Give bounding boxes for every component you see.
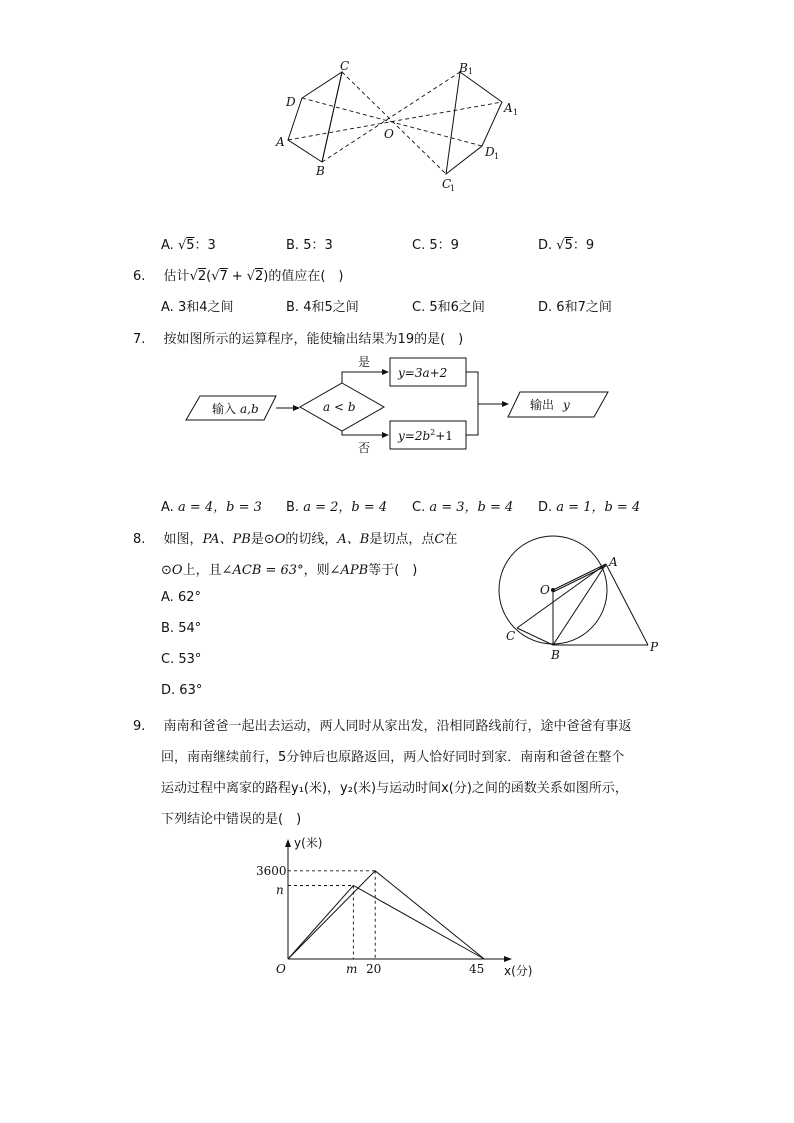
yes-label: 是 [358, 355, 371, 369]
arrowhead-icon [382, 369, 389, 375]
label-o: O [384, 127, 394, 141]
q6-option-c[interactable] [412, 296, 485, 315]
q9-line2: 回，南南继续前行，5分钟后也原路返回，两人恰好同时到家．南南和爸爸在整个 [161, 750, 625, 765]
stem-math: C [434, 532, 445, 547]
option-rest: ：9 [572, 238, 595, 253]
option-text: 53° [178, 652, 202, 667]
q6-option-a[interactable] [161, 296, 233, 315]
option-letter: D. [538, 500, 553, 515]
stem-math: ∠APB [329, 563, 369, 578]
option-text: 63° [179, 683, 203, 698]
option-text: 3和4之间 [177, 300, 234, 315]
output-box [508, 392, 608, 417]
option-letter: B. [286, 300, 300, 315]
option-letter: A. [161, 590, 174, 605]
option-letter: B. [286, 500, 300, 515]
y-tick-n: n [276, 883, 284, 897]
stem-text: 在 [444, 532, 458, 547]
stem-text: 南南和爸爸一起出去运动，两人同时从家出发，沿相同路线前行，途中爸爸有事返 [163, 719, 632, 734]
sub-c1: 1 [450, 184, 456, 193]
dash-b-b1 [322, 72, 460, 162]
q7-flowchart [180, 350, 620, 460]
option-text: a = 1，b = 4 [556, 500, 641, 515]
option-letter: A. [161, 300, 174, 315]
q8-option-b[interactable] [161, 621, 201, 636]
stem-math: O [274, 532, 286, 547]
origin-label: O [276, 962, 286, 976]
x-tick-20: 20 [366, 962, 382, 976]
plus: + [231, 269, 243, 284]
option-text: a = 2，b = 4 [303, 500, 388, 515]
q8-option-d[interactable] [161, 683, 202, 698]
option-text: a = 4，b = 3 [177, 500, 262, 515]
q6-stem [133, 265, 344, 284]
output-var: y [563, 398, 570, 412]
stem-text: 估计 [163, 269, 190, 284]
chord-ac [517, 564, 606, 628]
question-number: 9. [133, 719, 146, 734]
option-text: 54° [178, 621, 202, 636]
sqrt-icon: √ [556, 238, 565, 253]
option-text: 62° [177, 590, 201, 605]
stem-text: 是 [250, 532, 264, 547]
top-formula: y=3a+2 [398, 366, 448, 380]
condition-label: a < b [323, 400, 356, 414]
option-letter: B. [286, 238, 300, 253]
label-a: A [276, 135, 285, 149]
y-tick-3600: 3600 [256, 864, 287, 878]
option-letter: C. [161, 652, 175, 667]
q8-figure [495, 522, 675, 662]
option-letter: A. [161, 238, 174, 253]
sub-a1: 1 [513, 108, 519, 117]
label-a1: A [504, 101, 513, 115]
chord-ab [553, 564, 606, 645]
x-axis-arrow-icon [504, 956, 512, 962]
left-diagonal-cb [322, 72, 342, 162]
q9-line3: 运动过程中离家的路程y₁(米)，y₂(米)与运动时间x(分)之间的函数关系如图所示， [161, 781, 628, 796]
center-point [551, 588, 555, 592]
dash-a-a1 [288, 102, 502, 140]
option-letter: D. [538, 238, 553, 253]
option-letter: B. [161, 621, 175, 636]
q7-option-a[interactable] [161, 496, 262, 515]
label-d1: D [485, 145, 495, 159]
option-text: 5和6之间 [429, 300, 485, 315]
radicand: 2 [197, 269, 207, 284]
arrowhead-icon [502, 401, 509, 407]
arrowhead-icon [293, 405, 300, 411]
option-letter: C. [412, 300, 426, 315]
sub-d1: 1 [494, 152, 500, 161]
stem-math: PA、PB [202, 532, 251, 547]
sqrt-icon: √ [211, 269, 220, 284]
label-c: C [506, 629, 516, 643]
question-number: 6. [133, 269, 146, 284]
q6-option-b[interactable] [286, 296, 359, 315]
label-b1: B [459, 61, 468, 75]
option-text: 4和5之间 [303, 300, 359, 315]
stem-math: ∠ACB = 63° [221, 563, 304, 578]
q8-stem-line2 [161, 559, 417, 578]
stem-text: 是切点，点 [369, 532, 435, 547]
option-letter: A. [161, 500, 174, 515]
radicand: 5 [564, 238, 573, 253]
stem-text: 按如图所示的运算程序，能使输出结果为19的是( ) [163, 332, 464, 347]
left-quad-edges [288, 72, 342, 162]
radicand: 2 [255, 269, 264, 284]
q7-option-b[interactable] [286, 496, 387, 515]
label-c1: C [442, 177, 452, 191]
q5-figure [270, 58, 530, 193]
circle-dot-icon: ⊙ [263, 532, 275, 547]
q5-option-d[interactable] [538, 234, 594, 253]
q7-option-d[interactable] [538, 496, 640, 515]
chord-bc [517, 628, 553, 645]
circle-dot-icon: ⊙ [161, 563, 172, 578]
stem-text: ，则 [303, 563, 330, 578]
q5-option-a[interactable] [161, 234, 216, 253]
option-text: 6和7之间 [556, 300, 612, 315]
tangent-pa [606, 564, 648, 645]
sqrt-icon: √ [189, 269, 198, 284]
stem-math: A、B [337, 532, 370, 547]
paren: ( [206, 269, 212, 284]
label-b: B [316, 164, 325, 178]
x-axis-label: x(分) [504, 964, 533, 978]
q7-stem [133, 328, 463, 347]
stem-text: 的切线， [285, 532, 338, 547]
label-a: A [609, 555, 618, 569]
radicand: 7 [219, 269, 228, 284]
label-o: O [540, 583, 550, 597]
q5-option-b[interactable] [286, 234, 333, 253]
no-path [342, 431, 386, 435]
dash-c-c1 [342, 72, 446, 174]
question-number: 7. [133, 332, 146, 347]
label-p: P [650, 640, 659, 654]
label-c: C [340, 59, 350, 73]
segment-o-a-2 [553, 566, 606, 592]
q7-option-c[interactable] [412, 496, 513, 515]
q9-line1 [133, 715, 632, 734]
option-text: 5：9 [429, 238, 459, 253]
option-rest: ：3 [194, 238, 216, 253]
series-line-y1 [288, 871, 484, 959]
merge-path [466, 372, 478, 435]
y-axis-arrow-icon [285, 839, 291, 847]
y-axis-label: y(米) [294, 836, 323, 850]
q8-option-c[interactable] [161, 652, 201, 667]
label-d: D [286, 95, 296, 109]
option-letter: C. [412, 500, 426, 515]
sqrt-icon: √ [177, 238, 187, 253]
q9-line4: 下列结论中错误的是( ) [161, 812, 302, 827]
stem-text: 如图， [163, 532, 203, 547]
option-letter: D. [538, 300, 553, 315]
option-letter: C. [412, 238, 426, 253]
yes-path [342, 372, 386, 383]
stem-text: 的值应在( ) [268, 269, 344, 284]
stem-math: O [171, 563, 183, 578]
series-line-y2 [288, 886, 484, 960]
radicand: 5 [186, 238, 195, 253]
question-number: 8. [133, 532, 146, 547]
x-tick-45: 45 [469, 962, 485, 976]
sub-b1: 1 [468, 67, 474, 76]
q8-option-a[interactable] [161, 590, 201, 605]
q6-option-d[interactable] [538, 296, 612, 315]
input-vars: a,b [240, 402, 259, 416]
sqrt-icon: √ [246, 269, 255, 284]
q9-graph [250, 835, 550, 985]
stem-text: 等于( ) [368, 563, 418, 578]
stem-text: 上，且 [182, 563, 222, 578]
option-text: 5：3 [303, 238, 333, 253]
input-label: 输入 [212, 402, 237, 416]
arrowhead-icon [382, 432, 389, 438]
output-label: 输出 [530, 398, 555, 412]
q5-option-c[interactable] [412, 234, 459, 253]
bottom-formula: $y=2b^2+1$ [398, 428, 453, 443]
x-tick-m: m [346, 962, 358, 976]
option-text: a = 3，b = 4 [429, 500, 514, 515]
no-label: 否 [358, 441, 371, 455]
q8-stem-line1 [133, 528, 457, 547]
option-letter: D. [161, 683, 176, 698]
label-b: B [551, 648, 560, 662]
paren: ) [263, 269, 269, 284]
